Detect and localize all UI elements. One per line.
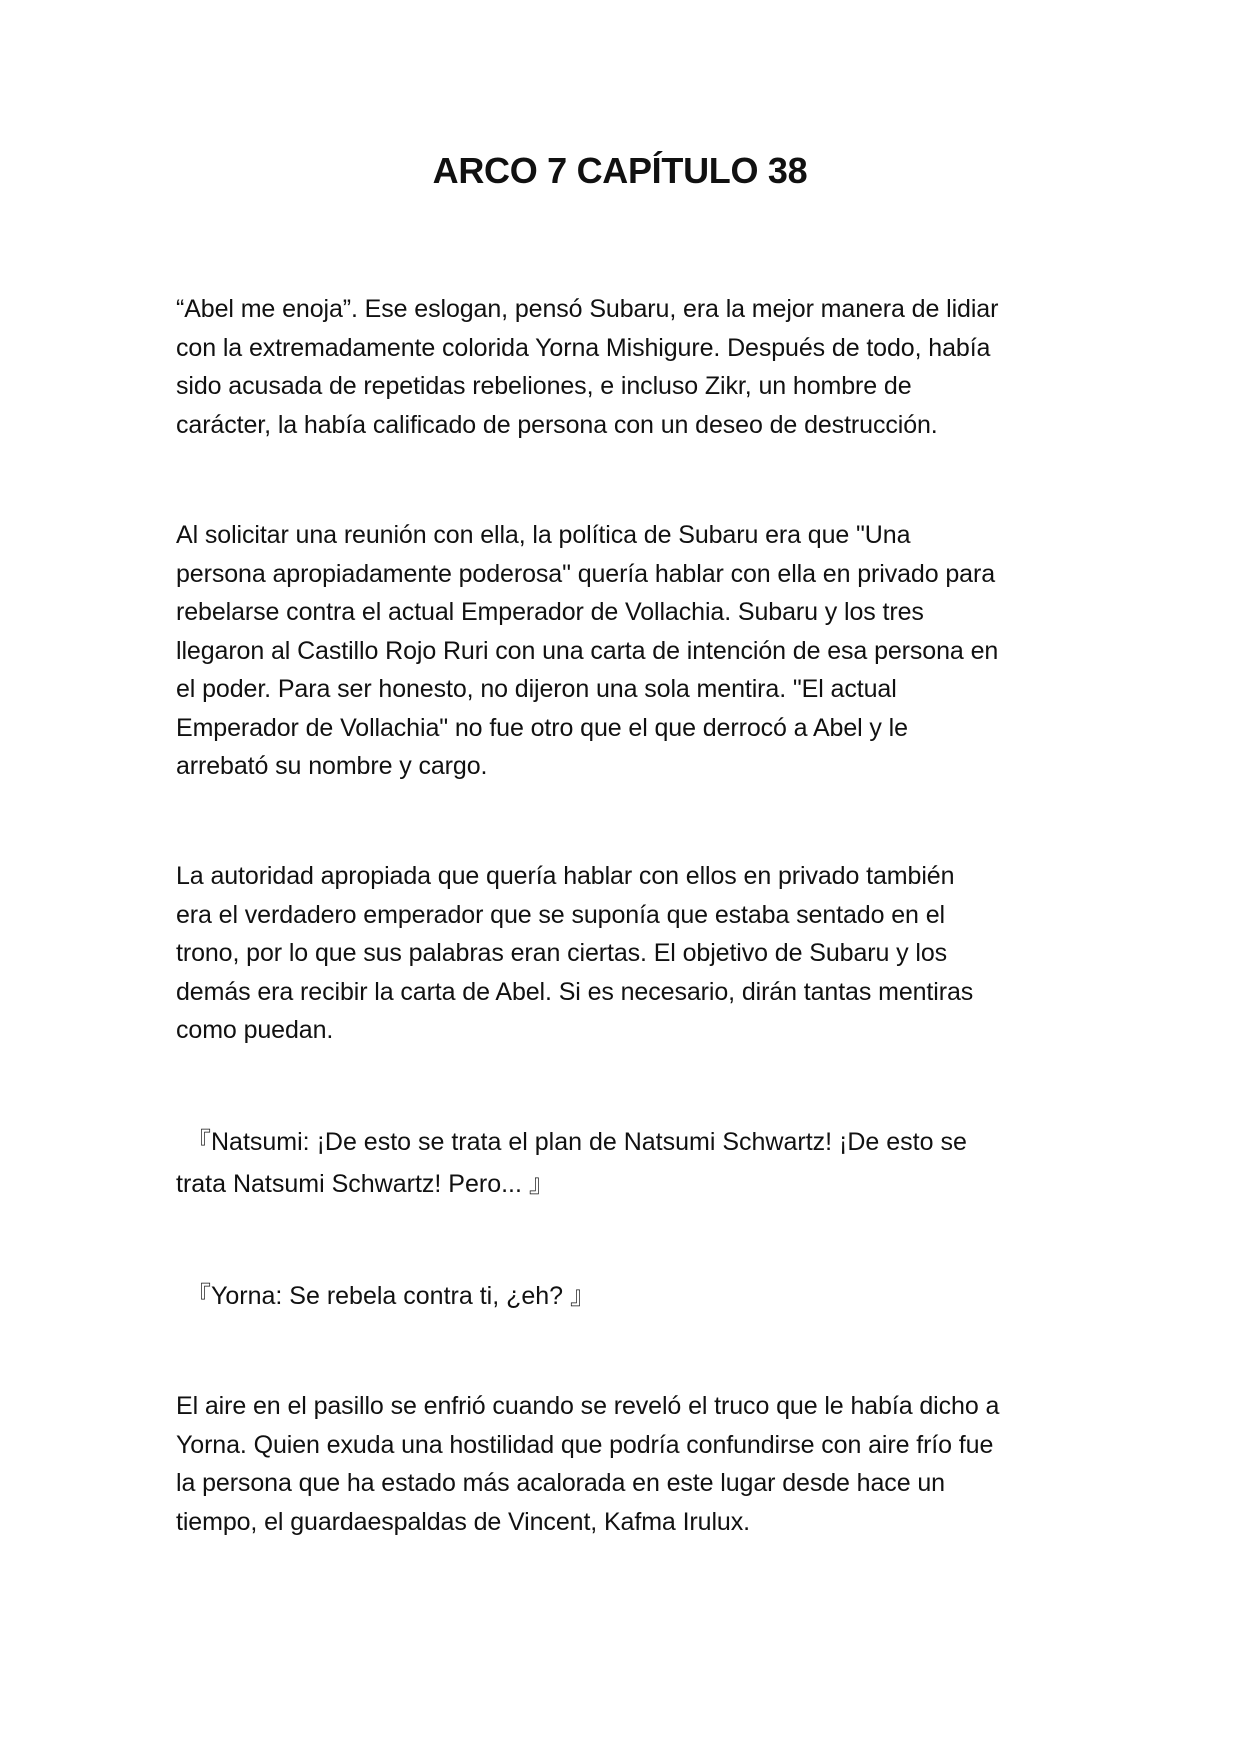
paragraph-line: carácter, la había calificado de persona con un deseo de destrucción. <box>176 410 938 439</box>
dialog-natsumi <box>176 1121 1076 1205</box>
dialog-yorna <box>176 1275 1076 1317</box>
paragraph-line: El aire en el pasillo se enfrió cuando se reveló el truco que le había dicho a <box>176 1392 1000 1420</box>
dialog-line: 『Yorna: Se rebela contra ti, ¿eh? 』 <box>186 1282 596 1310</box>
paragraph-line: como puedan. <box>176 1016 334 1044</box>
paragraph-3 <box>176 857 1076 1050</box>
paragraph-line: arrebató su nombre y cargo. <box>176 752 488 780</box>
paragraph-line: la persona que ha estado más acalorada en este lugar desde hace un <box>176 1469 945 1497</box>
paragraph-6 <box>176 1387 1076 1541</box>
paragraph-line: con la extremadamente colorida Yorna Mishigure. Después de todo, había <box>176 333 991 362</box>
paragraph-line: tiempo, el guardaespaldas de Vincent, Kafma Irulux. <box>176 1507 750 1536</box>
paragraph-line: La autoridad apropiada que quería hablar con ellos en privado también <box>176 862 955 890</box>
paragraph-2 <box>176 516 1076 786</box>
paragraph-line: Emperador de Vollachia" no fue otro que el que derrocó a Abel y le <box>176 713 908 742</box>
paragraph-line: el poder. Para ser honesto, no dijeron una sola mentira. "El actual <box>176 675 897 703</box>
paragraph-line: sido acusada de repetidas rebeliones, e incluso Zikr, un hombre de <box>176 372 912 400</box>
paragraph-line: Al solicitar una reunión con ella, la política de Subaru era que "Una <box>176 521 911 549</box>
paragraph-line: demás era recibir la carta de Abel. Si es necesario, dirán tantas mentiras <box>176 977 974 1006</box>
paragraph-line: Yorna. Quien exuda una hostilidad que podría confundirse con aire frío fue <box>176 1430 994 1459</box>
paragraph-line: persona apropiadamente poderosa" quería hablar con ella en privado para <box>176 559 996 588</box>
paragraph-line: trono, por lo que sus palabras eran ciertas. El objetivo de Subaru y los <box>176 939 948 967</box>
dialog-line: 『Natsumi: ¡De esto se trata el plan de Natsumi Schwartz! ¡De esto se <box>186 1128 967 1156</box>
paragraph-line: rebelarse contra el actual Emperador de Vollachia. Subaru y los tres <box>176 598 924 626</box>
paragraph-line: “Abel me enoja”. Ese eslogan, pensó Subaru, era la mejor manera de lidiar <box>176 295 999 323</box>
paragraph-line: llegaron al Castillo Rojo Ruri con una carta de intención de esa persona en <box>176 636 999 665</box>
chapter-title: ARCO 7 CAPÍTULO 38 <box>432 150 808 191</box>
dialog-line: trata Natsumi Schwartz! Pero... 』 <box>176 1170 554 1198</box>
paragraph-line: era el verdadero emperador que se suponía que estaba sentado en el <box>176 900 945 929</box>
paragraph-1 <box>176 290 1076 444</box>
